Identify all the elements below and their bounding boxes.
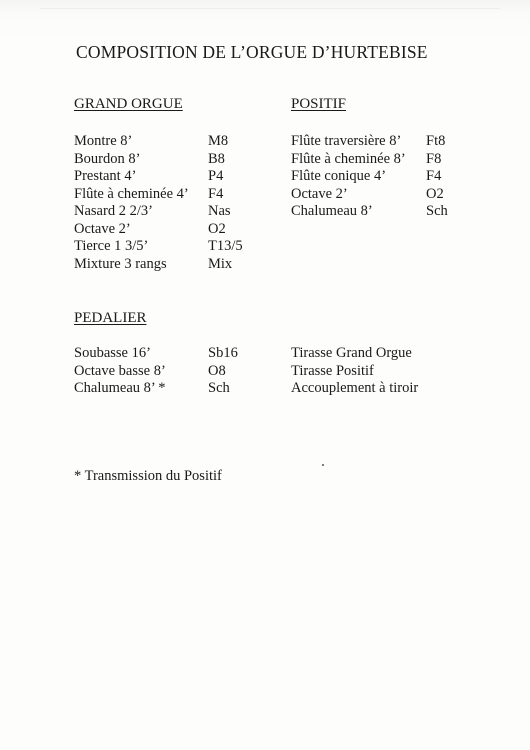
pedalier-heading: PEDALIER [74, 310, 147, 326]
stop-code: Sch [426, 203, 448, 219]
stop-name: Flûte traversière 8’ [291, 133, 402, 149]
stop-name: Nasard 2 2/3’ [74, 203, 153, 219]
stop-name: Bourdon 8’ [74, 150, 141, 167]
stop-name: Chalumeau 8’ * [74, 380, 166, 396]
stop-code: F4 [426, 168, 442, 184]
page-title: COMPOSITION DE L’ORGUE D’HURTEBISE [76, 42, 428, 62]
positif-stop-codes [426, 133, 448, 221]
stop-name: Octave 2’ [74, 220, 131, 237]
stop-code: T13/5 [208, 238, 243, 254]
stop-name: Octave basse 8’ [74, 362, 166, 379]
grand-orgue-stop-codes [208, 133, 243, 273]
stop-code: O8 [208, 362, 226, 379]
stop-code: Ft8 [426, 133, 446, 149]
stop-code: P4 [208, 168, 224, 184]
stop-name: Flûte à cheminée 8’ [291, 150, 406, 167]
pedalier-couplers [291, 345, 418, 398]
stop-name: Flûte conique 4’ [291, 168, 387, 184]
stop-code: F4 [208, 185, 224, 202]
stop-code: Nas [208, 203, 231, 219]
stop-name: Octave 2’ [291, 185, 348, 202]
stop-name: Tierce 1 3/5’ [74, 238, 149, 254]
stop-code: B8 [208, 150, 225, 167]
stop-name: Montre 8’ [74, 133, 133, 149]
coupler-label: Tirasse Positif [291, 362, 374, 379]
pedalier-stop-names [74, 345, 166, 398]
grand-orgue-heading: GRAND ORGUE [74, 96, 183, 112]
positif-heading: POSITIF [291, 96, 347, 112]
stop-code: Sb16 [208, 345, 238, 361]
grand-orgue-stop-names [74, 133, 189, 273]
stop-code: O2 [208, 220, 226, 237]
coupler-label: Accouplement à tiroir [291, 380, 419, 396]
stop-code: F8 [426, 150, 442, 167]
stop-name: Flûte à cheminée 4’ [74, 185, 189, 202]
stop-name: Soubasse 16’ [74, 345, 151, 361]
coupler-label: Tirasse Grand Orgue [291, 345, 412, 361]
stop-code: Sch [208, 380, 230, 396]
scan-bleed [40, 8, 500, 31]
footnote: * Transmission du Positif [74, 468, 222, 484]
stop-name: Chalumeau 8’ [291, 203, 373, 219]
pedalier-stop-codes [208, 345, 238, 398]
stop-code: M8 [208, 133, 229, 149]
stop-name: Prestant 4’ [74, 168, 137, 184]
positif-stop-names [291, 133, 406, 221]
stop-name: Mixture 3 rangs [74, 255, 167, 272]
stop-code: O2 [426, 185, 444, 202]
stop-code: Mix [208, 255, 233, 272]
scan-speck [322, 464, 324, 466]
